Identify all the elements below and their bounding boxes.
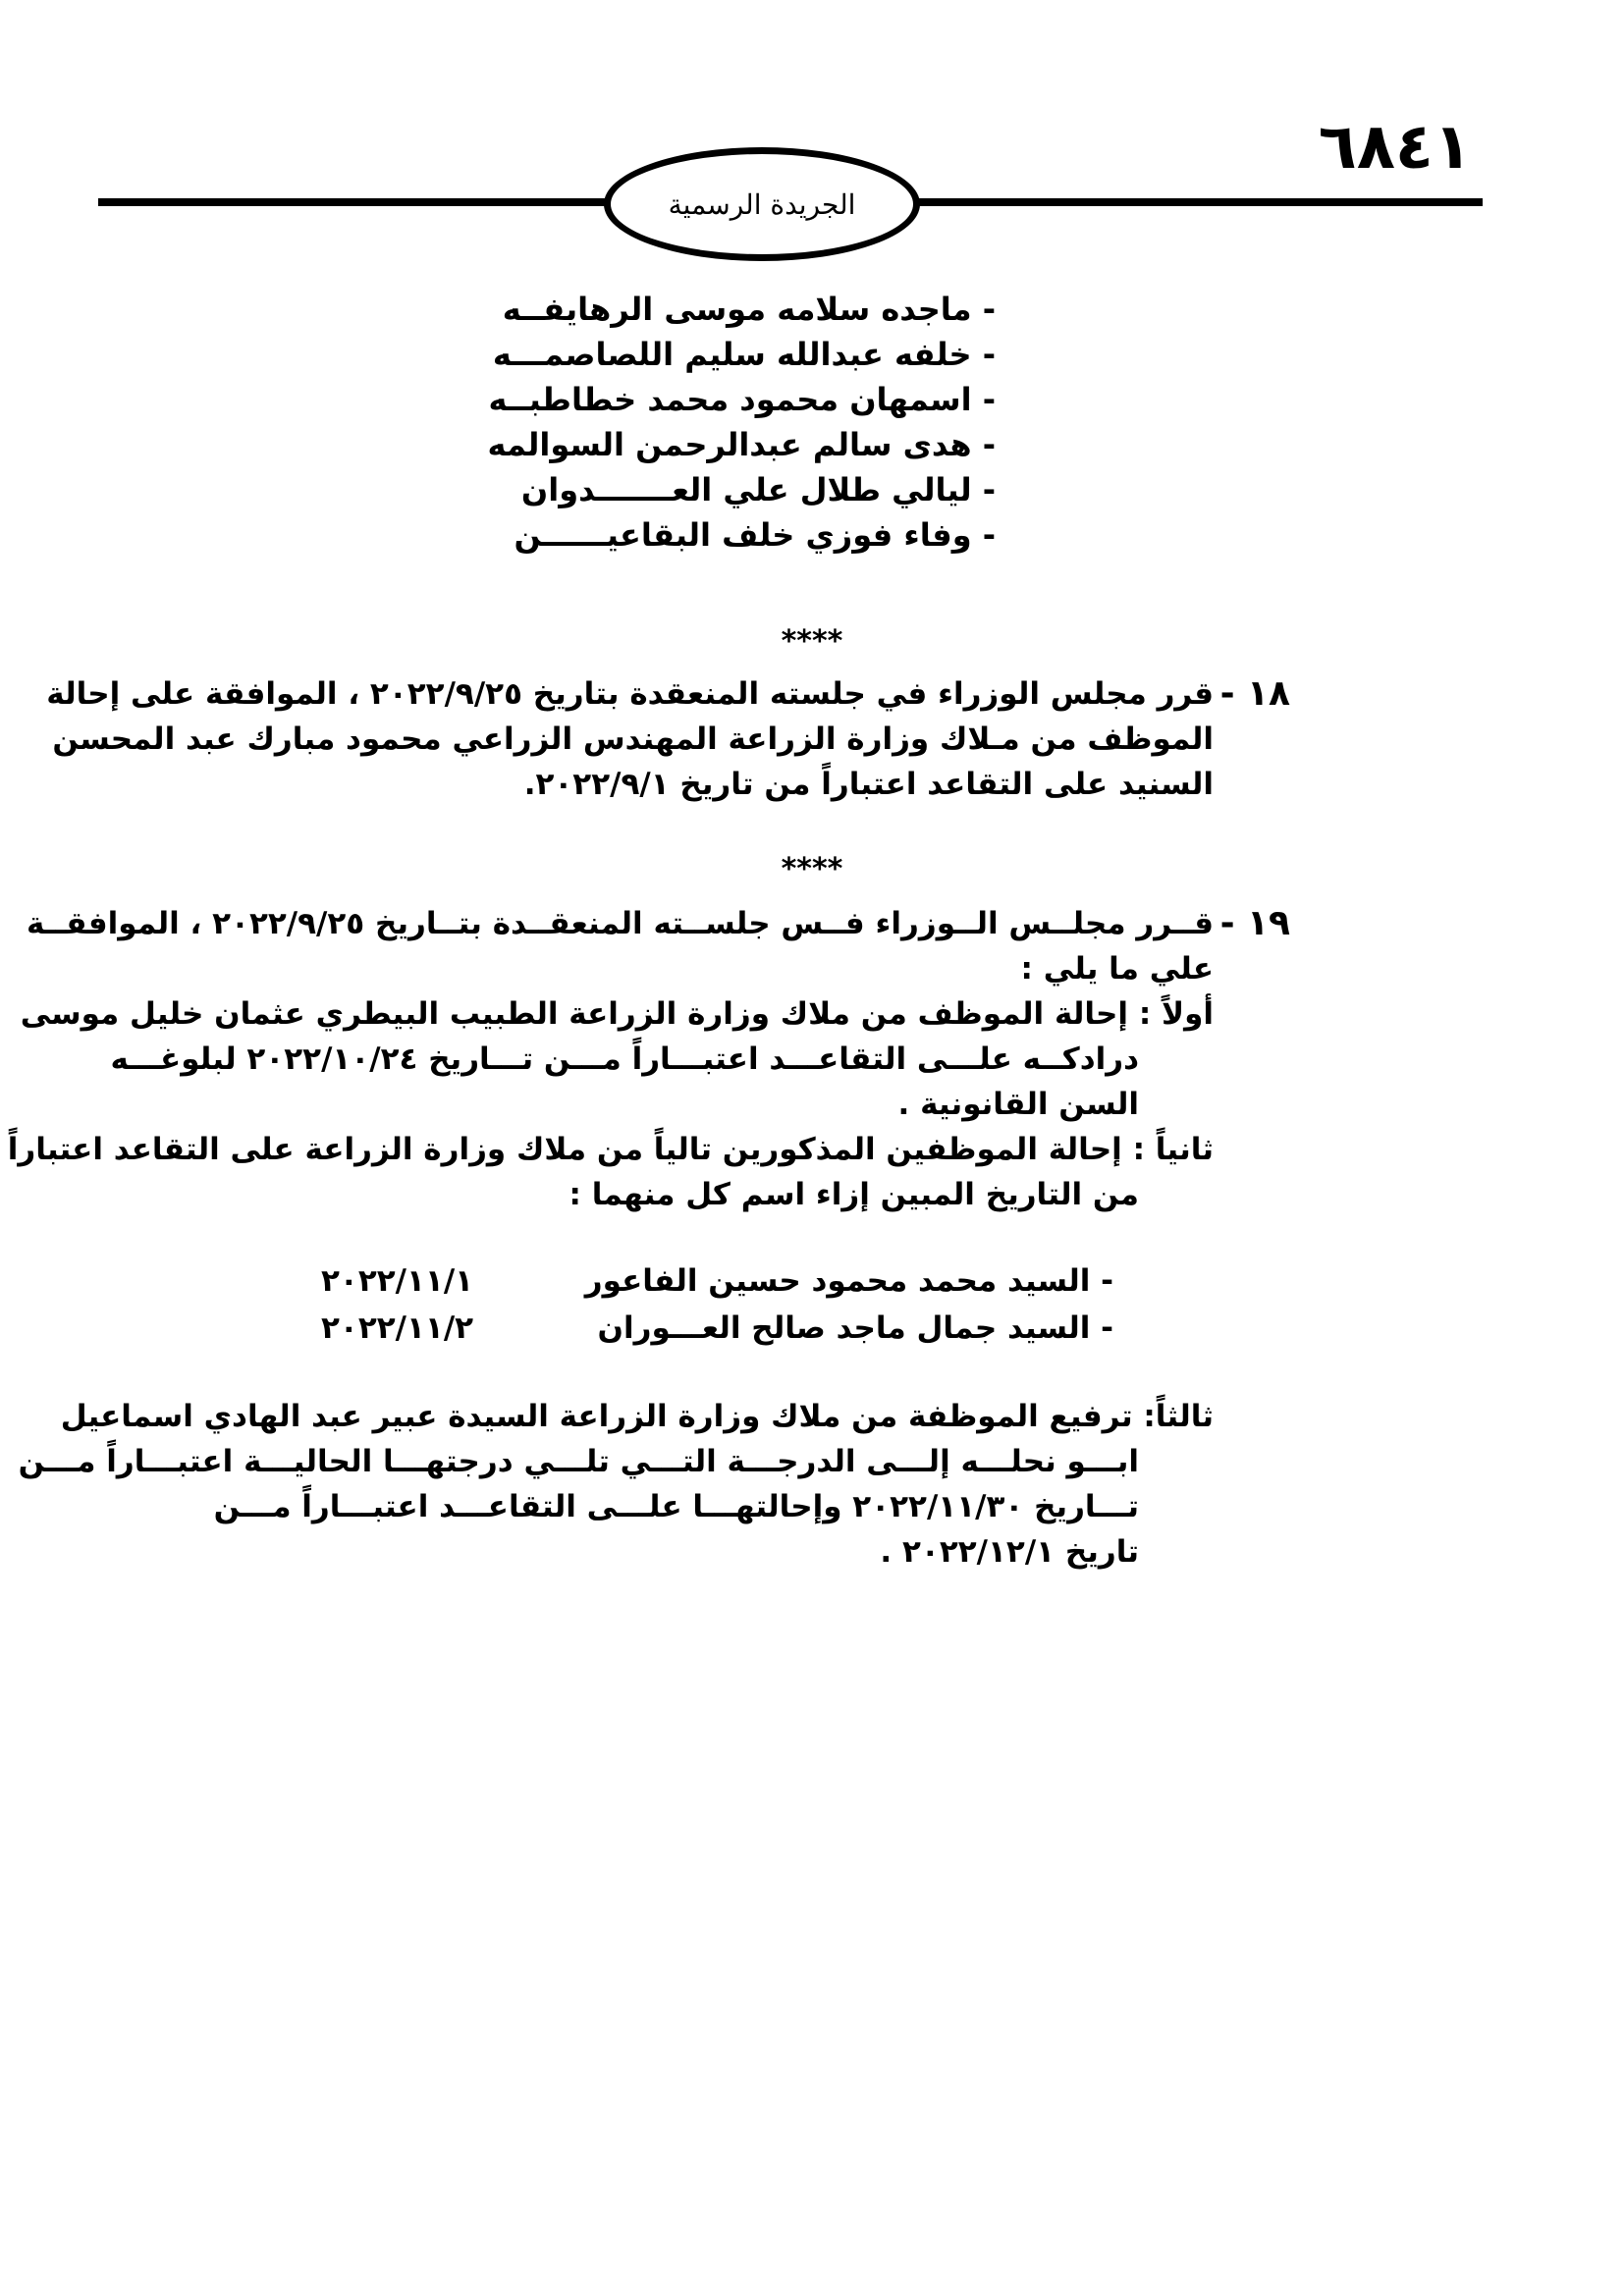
- clause-line: تاريخ ٢٠٢٢/١٢/١ .: [880, 1534, 1139, 1570]
- list-item: - وفاء فوزي خلف البقاعيــــــن: [514, 516, 996, 554]
- section-separator: ****: [781, 624, 843, 659]
- list-item: - ماجده سلامه موسى الرهايفــه: [502, 291, 996, 328]
- item-19-intro-line: قــرر مجلــس الــوزراء فــس جلســته المنعقــدة بتــاريخ ٢٠٢٢/٩/٢٥ ، الموافقــة: [27, 906, 1214, 941]
- item-18-number: ١٨ -: [1219, 673, 1290, 714]
- employee-name: - السيد جمال ماجد صالح العـــوران: [597, 1310, 1113, 1346]
- clause-line: من التاريخ المبين إزاء اسم كل منهما :: [568, 1177, 1139, 1212]
- item-19-number: ١٩ -: [1219, 903, 1290, 943]
- clause-line: تـــاريخ ٢٠٢٢/١١/٣٠ وإحالتهـــا علـــى التقاعـــد اعتبـــاراً مـــن: [213, 1489, 1139, 1524]
- clause-line: ابـــو نحلـــه إلـــى الدرجـــة التـــي تلـــي درجتهـــا الحاليـــة اعتبـــاراً مـــن: [18, 1444, 1139, 1479]
- item-19-first-clause: [20, 991, 1214, 1127]
- list-item: - اسمهان محمود محمد خطاطبــه: [488, 381, 996, 418]
- gazette-title-oval: [604, 147, 920, 261]
- page-number: ٦٨٤١: [1318, 111, 1472, 184]
- gazette-title: الجريدة الرسمية: [668, 187, 856, 221]
- list-item: - هدى سالم عبدالرحمن السوالمه: [487, 426, 996, 463]
- employee-date: ٢٠٢٢/١١/١: [321, 1263, 474, 1299]
- employee-date: ٢٠٢٢/١١/٢: [321, 1310, 474, 1346]
- clause-line: السن القانونية .: [897, 1087, 1139, 1122]
- item-19-third-clause: [18, 1394, 1214, 1575]
- item-18-line: الموظف من مـلاك وزارة الزراعة المهندس الزراعي محمود مبارك عبد المحسن: [52, 721, 1214, 757]
- clause-line: أولاً : إحالة الموظف من ملاك وزارة الزراعة الطبيب البيطري عثمان خليل موسى: [20, 996, 1214, 1032]
- clause-line: ثانياً : إحالة الموظفين المذكورين تالياً من ملاك وزارة الزراعة على التقاعد اعتباراً: [7, 1132, 1214, 1167]
- item-19-intro-line: علي ما يلي :: [1020, 951, 1214, 987]
- item-18-line: السنيد على التقاعد اعتباراً من تاريخ ٢٠٢٢/٩/١.: [523, 767, 1214, 802]
- clause-line: درادكــه علـــى التقاعـــد اعتبـــاراً مـــن تـــاريخ ٢٠٢٢/١٠/٢٤ لبلوغـــه: [110, 1041, 1139, 1077]
- names-list: [488, 287, 997, 558]
- employee-name: - السيد محمد محمود حسين الفاعور: [584, 1263, 1113, 1299]
- list-item: - ليالي طلال علي العـــــــدوان: [520, 471, 996, 508]
- section-separator: ****: [781, 852, 843, 886]
- list-item: - خلفه عبدالله سليم اللصاصمـــه: [492, 336, 996, 373]
- clause-line: ثالثاً: ترفيع الموظفة من ملاك وزارة الزراعة السيدة عبير عبد الهادي اسماعيل: [60, 1399, 1214, 1434]
- item-18-text: [46, 671, 1214, 807]
- item-19-second-clause: [7, 1127, 1214, 1217]
- item-18-line: قرر مجلس الوزراء في جلسته المنعقدة بتاريخ ٢٠٢٢/٩/٢٥ ، الموافقة على إحالة: [46, 676, 1214, 712]
- item-19-intro: [27, 901, 1214, 991]
